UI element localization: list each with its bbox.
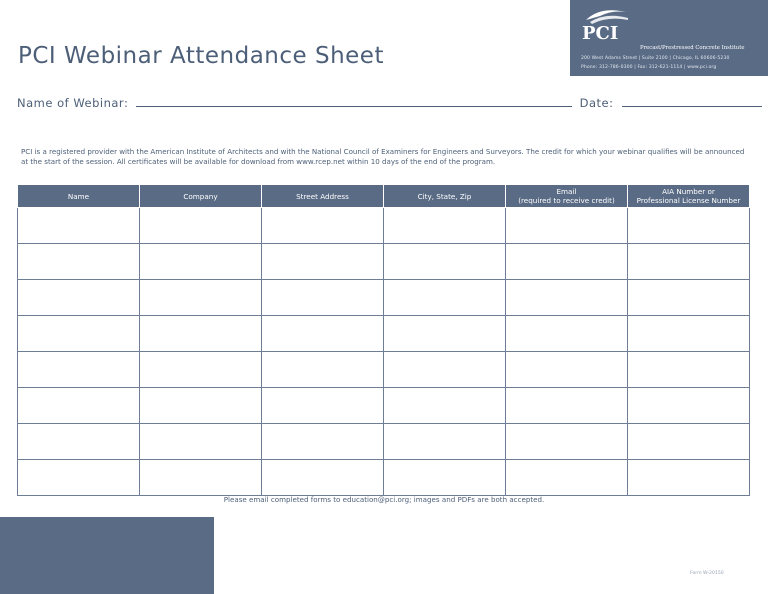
table-row <box>18 316 750 352</box>
table-cell[interactable] <box>384 460 506 496</box>
table-cell[interactable] <box>18 316 140 352</box>
table-cell[interactable] <box>506 352 628 388</box>
organization-phone: Phone: 312-786-0300 | Fax: 312-621-1114 | www.pci.org <box>581 65 717 70</box>
table-cell[interactable] <box>384 424 506 460</box>
table-cell[interactable] <box>262 388 384 424</box>
table-cell[interactable] <box>262 244 384 280</box>
table-row <box>18 208 750 244</box>
table-cell[interactable] <box>262 316 384 352</box>
table-cell[interactable] <box>384 352 506 388</box>
table-body <box>18 208 750 496</box>
table-cell[interactable] <box>628 424 750 460</box>
organization-address: 200 West Adams Street | Suite 2100 | Chicago, IL 60606-5230 <box>581 56 730 61</box>
table-cell[interactable] <box>140 388 262 424</box>
column-header-street-address: Street Address <box>262 185 384 208</box>
table-cell[interactable] <box>506 316 628 352</box>
table-cell[interactable] <box>262 352 384 388</box>
logo-mark-text: PCI <box>582 23 619 40</box>
table-cell[interactable] <box>18 388 140 424</box>
column-header-aia-number: AIA Number or Professional License Number <box>628 185 750 208</box>
attendance-table <box>17 184 750 496</box>
table-cell[interactable] <box>18 280 140 316</box>
table-cell[interactable] <box>18 208 140 244</box>
decorative-footer-block <box>0 517 214 594</box>
webinar-name-label: Name of Webinar: <box>17 96 129 110</box>
table-row <box>18 352 750 388</box>
table-cell[interactable] <box>140 244 262 280</box>
table-cell[interactable] <box>628 460 750 496</box>
table-cell[interactable] <box>506 280 628 316</box>
table-cell[interactable] <box>384 208 506 244</box>
column-header-name: Name <box>18 185 140 208</box>
table-cell[interactable] <box>140 316 262 352</box>
table-cell[interactable] <box>140 208 262 244</box>
table-row <box>18 388 750 424</box>
column-header-company: Company <box>140 185 262 208</box>
table-cell[interactable] <box>140 280 262 316</box>
webinar-name-field[interactable] <box>136 96 572 107</box>
table-cell[interactable] <box>506 424 628 460</box>
table-cell[interactable] <box>628 244 750 280</box>
table-cell[interactable] <box>262 280 384 316</box>
date-label: Date: <box>579 96 614 110</box>
table-cell[interactable] <box>384 388 506 424</box>
table-cell[interactable] <box>140 424 262 460</box>
form-number: Form W-20150 <box>690 571 724 576</box>
table-cell[interactable] <box>506 460 628 496</box>
table-cell[interactable] <box>18 244 140 280</box>
table-row <box>18 280 750 316</box>
table-cell[interactable] <box>18 460 140 496</box>
table-cell[interactable] <box>262 460 384 496</box>
pci-logo-icon <box>582 6 634 40</box>
pci-logo-block <box>570 0 768 76</box>
table-cell[interactable] <box>628 280 750 316</box>
column-header-email: Email (required to receive credit) <box>506 185 628 208</box>
table-cell[interactable] <box>628 352 750 388</box>
table-cell[interactable] <box>18 352 140 388</box>
column-header-city-state-zip: City, State, Zip <box>384 185 506 208</box>
table-cell[interactable] <box>384 244 506 280</box>
table-cell[interactable] <box>628 316 750 352</box>
table-cell[interactable] <box>140 352 262 388</box>
table-cell[interactable] <box>506 208 628 244</box>
table-row <box>18 244 750 280</box>
table-row <box>18 460 750 496</box>
organization-name: Precast/Prestressed Concrete Institute <box>640 45 745 51</box>
webinar-info-line <box>17 96 762 110</box>
table-cell[interactable] <box>384 280 506 316</box>
intro-paragraph: PCI is a registered provider with the American Institute of Architects and with the National Council of Examiners for Engineers and Surveyors. The credit for which your webinar qualifies will be announced at the start of the session. All certificates will be available for download from www.rcep.net within 10 days of the end of the program. <box>21 147 745 166</box>
table-row <box>18 424 750 460</box>
table-cell[interactable] <box>506 244 628 280</box>
table-cell[interactable] <box>262 424 384 460</box>
table-cell[interactable] <box>628 388 750 424</box>
table-cell[interactable] <box>384 316 506 352</box>
table-cell[interactable] <box>628 208 750 244</box>
table-cell[interactable] <box>506 388 628 424</box>
page-title: PCI Webinar Attendance Sheet <box>18 43 384 69</box>
table-cell[interactable] <box>262 208 384 244</box>
date-field[interactable] <box>622 96 762 107</box>
table-header-row <box>18 185 750 208</box>
table-cell[interactable] <box>140 460 262 496</box>
footer-note: Please email completed forms to education@pci.org; images and PDFs are both accepted. <box>223 495 545 504</box>
table-cell[interactable] <box>18 424 140 460</box>
